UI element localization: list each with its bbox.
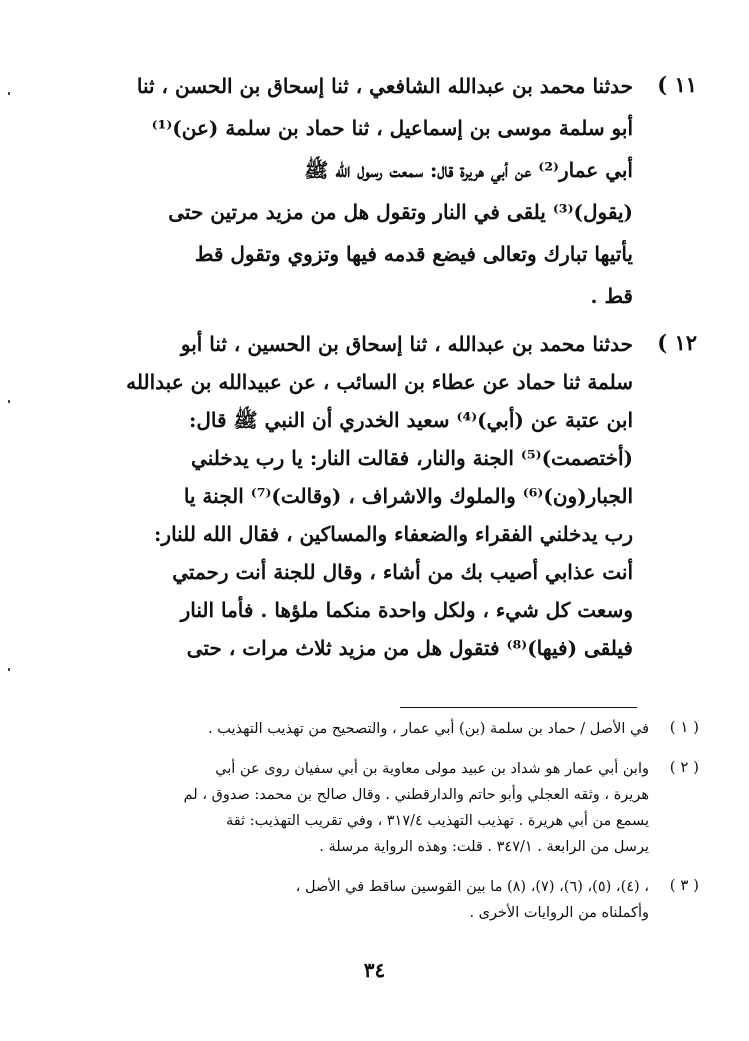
scan-speck xyxy=(8,92,10,95)
footnote-line: يسمع من أبي هريرة . تهذيب التهذيب ٣١٧/٤ ، وفي تقريب التهذيب: ثقة xyxy=(225,813,649,829)
text-line: حدثنا محمد بن عبدالله الشافعي ، ثنا إسحاق بن الحسن ، ثنا xyxy=(136,74,633,98)
text-line: سلمة ثنا حماد عن عطاء بن السائب ، عن عبيدالله بن عبدالله xyxy=(126,370,633,394)
footnote-number: ( ٢ ) xyxy=(669,758,699,776)
footnote-line: وابن أبي عمار هو شداد بن عبيد مولى معاوية بن أبي سفيان روى عن أبي xyxy=(215,761,649,777)
footnote-line: وأكملناه من الروايات الأخرى . xyxy=(469,905,649,921)
text-line: الجبار(ون)⁽⁶⁾ والملوك والاشراف ، (وقالت)⁽⁷⁾ الجنة يا xyxy=(183,484,633,508)
footnote-line: ، (٤)، (٥)، (٦)، (٧)، (٨) ما بين القوسين ساقط في الأصل ، xyxy=(295,879,649,895)
text-line: أبو سلمة موسى بن إسماعيل ، ثنا حماد بن سلمة (عن)⁽¹⁾ xyxy=(151,116,633,140)
page-number: ٣٤ xyxy=(363,958,386,982)
text-line: حدثنا محمد بن عبدالله ، ثنا إسحاق بن الحسين ، ثنا أبو xyxy=(180,332,633,356)
footnote-2 xyxy=(101,758,699,858)
text-line: يأتيها تبارك وتعالى فيضع قدمه فيها وتزوي وتقول قط xyxy=(194,242,633,266)
footnote-line: يرسل من الرابعة . ٣٤٧/١ . قلت: وهذه الرواية مرسلة . xyxy=(319,839,649,855)
hadith-paragraph-11 xyxy=(57,70,697,310)
text-line: قط . xyxy=(590,284,633,308)
text-line: (أختصمت)⁽⁵⁾ الجنة والنار، فقالت النار: يا رب يدخلني xyxy=(191,446,633,470)
footnote-line: في الأصل / حماد بن سلمة (بن) أبي عمار ، والتصحيح من تهذيب التهذيب . xyxy=(208,721,649,737)
text-line: ابن عتبة عن (أبي)⁽⁴⁾ سعيد الخدري أن النبي ﷺ قال: xyxy=(189,408,633,432)
scan-speck xyxy=(8,400,10,403)
text-line: أبي عمار⁽²⁾ عن أبي هريرة قال: سمعت رسول الله ﷺ xyxy=(304,158,633,182)
text-line: فيلقى (فيها)⁽⁸⁾ فتقول هل من مزيد ثلاث مرات ، حتى xyxy=(186,636,633,660)
footnote-divider xyxy=(400,707,637,708)
hadith-number: ١١ ) xyxy=(657,72,697,97)
text-line: (يقول)⁽³⁾ يلقى في النار وتقول هل من مزيد مرتين حتى xyxy=(168,200,633,224)
footnote-1 xyxy=(101,718,699,742)
hadith-number: ١٢ ) xyxy=(657,330,697,355)
footnote-number: ( ٣ ) xyxy=(669,876,699,894)
text-line: أنت عذابي أصيب بك من أشاء ، وقال للجنة أنت رحمتي xyxy=(172,560,633,584)
hadith-paragraph-12 xyxy=(57,328,697,688)
scan-speck xyxy=(8,668,10,671)
footnote-3 xyxy=(101,876,699,926)
footnote-line: هريرة ، وثقه العجلي وأبو حاتم والدارقطني . وقال صالح بن محمد: صدوق ، لم xyxy=(183,787,649,803)
text-line: رب يدخلني الفقراء والضعفاء والمساكين ، فقال الله للنار: xyxy=(154,522,633,546)
footnote-number: ( ١ ) xyxy=(669,718,699,736)
text-line: وسعت كل شيء ، ولكل واحدة منكما ملؤها . فأما النار xyxy=(180,598,633,622)
